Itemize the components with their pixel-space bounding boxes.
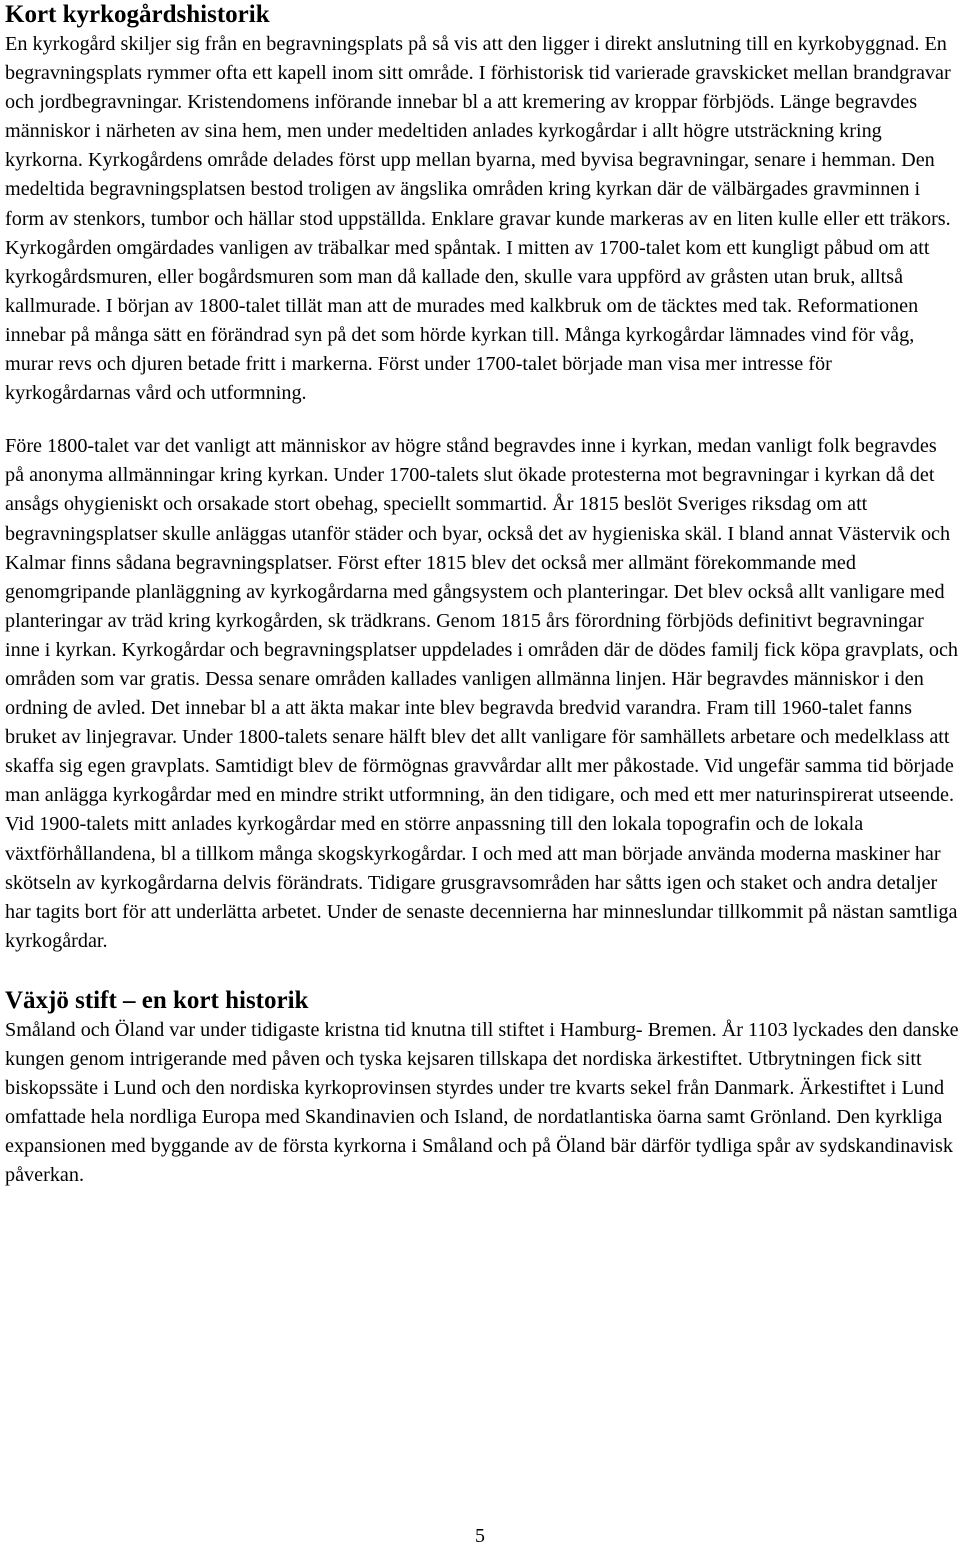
section-heading-vaxjo-diocese: Växjö stift – en kort historik [5, 986, 309, 1014]
paragraph-burial-reform: Före 1800-talet var det vanligt att människor av högre stånd begravdes inne i kyrkan, medan vanligt folk begravdes på anonyma allmänningar kring kyrkan. Under 1700-talets slut ökade protesterna mot begravningar i kyrkan då det ansågs ohygieniskt och orsakade stort obehag, speciellt sommartid. År 1815 beslöt Sveriges riksdag om att begravningsplatser skulle anläggas utanför städer och byar, också det av hygieniska skäl. I bland annat Västervik och Kalmar finns sådana begravningsplatser. Först efter 1815 blev det också mer allmänt förekommande med genomgripande planläggning av kyrkogårdarna med gångsystem och planteringar. Det blev också allt vanligare med planteringar av träd kring kyrkogården, sk trädkrans. Genom 1815 års förordning förbjöds definitivt begravningar inne i kyrkan. Kyrkogårdar och begravningsplatser uppdelades i områden där de dödes familj fick köpa gravplats, och områden som var gratis. Dessa senare områden kallades vanligen allmänna linjen. Här begravdes människor i den ordning de avled. Det innebar bl a att äkta makar inte blev begravda bredvid varandra. Fram till 1960-talet fanns bruket av linjegravar. Under 1800-talets senare hälft blev det allt vanligare för samhällets arbetare och medelklass att skaffa sig egen gravplats. Samtidigt blev de förmögnas gravvårdar allt mer påkostade. Vid ungefär samma tid började man anlägga kyrkogårdar med en mindre strikt utformning, än den tidigare, och med ett mer naturinspirerat utseende. Vid 1900-talets mitt anlades kyrkogårdar med en större anpassning till den lokala topografin och de lokala växtförhållandena, bl a tillkom många skogskyrkogårdar. I och med att man började använda moderna maskiner har skötseln av kyrkogårdarna delvis förändrats. Tidigare grusgravsområden har såtts igen och staket och andra detaljer har tagits bort för att underlätta arbetet. Under de senaste decennierna har minneslundar tillkommit på nästan samtliga kyrkogårdar. [5, 435, 958, 952]
section-heading-cemetery-history: Kort kyrkogårdshistorik [5, 1, 270, 28]
page-number: 5 [475, 1525, 485, 1547]
paragraph-spacer [5, 408, 960, 432]
paragraph-cemetery-definition: En kyrkogård skiljer sig från en begravningsplats på så vis att den ligger i direkt anslutning till en kyrkobyggnad. En begravningsplats rymmer ofta ett kapell inom sitt område. I förhistorisk tid varierade gravskicket mellan brandgravar och jordbegravningar. Kristendomens införande innebar bl a att kremering av kroppar förbjöds. Länge begravdes människor i närheten av sina hem, men under medeltiden anlades kyrkogårdar i allt högre utsträckning kring kyrkorna. Kyrkogårdens område delades först upp mellan byarna, med byvisa begravningar, senare i hemman. Den medeltida begravningsplatsen bestod troligen av ängslika områden kring kyrkan där de välbärgades gravminnen i form av stenkors, tumbor och hällar stod uppställda. Enklare gravar kunde markeras av en liten kulle eller ett träkors. Kyrkogården omgärdades vanligen av träbalkar med spåntak. I mitten av 1700-talet kom ett kungligt påbud om att kyrkogårdsmuren, eller bogårdsmuren som man då kallade den, skulle vara uppförd av gråsten utan bruk, alltså kallmurade. I början av 1800-talet tillät man att de murades med kalkbruk om de täcktes med tak. Reformationen innebar på många sätt en förändrad syn på det som hörde kyrkan till. Många kyrkogårdar lämnades vind för våg, murar revs och djuren betade fritt i markerna. Först under 1700-talet började man visa mer intresse för kyrkogårdarnas vård och utformning. [5, 33, 951, 405]
paragraph-diocese-history: Småland och Öland var under tidigaste kristna tid knutna till stiftet i Hamburg- Bremen. År 1103 lyckades den danske kungen genom intrigerande med påven och tyska kejsaren tillskapa det nordiska ärkestiftet. Utbrytningen fick sitt biskopssäte i Lund och den nordiska kyrkoprovinsen styrdes under tre kvarts sekel från Danmark. Ärkestiftet i Lund omfattade hela nordliga Europa med Skandinavien och Island, de nordatlantiska öarna samt Grönland. Den kyrkliga expansionen med byggande av de första kyrkorna i Småland och på Öland bär därför tydliga spår av sydskandinavisk påverkan. [5, 1018, 959, 1187]
document-page [5, 0, 960, 1190]
